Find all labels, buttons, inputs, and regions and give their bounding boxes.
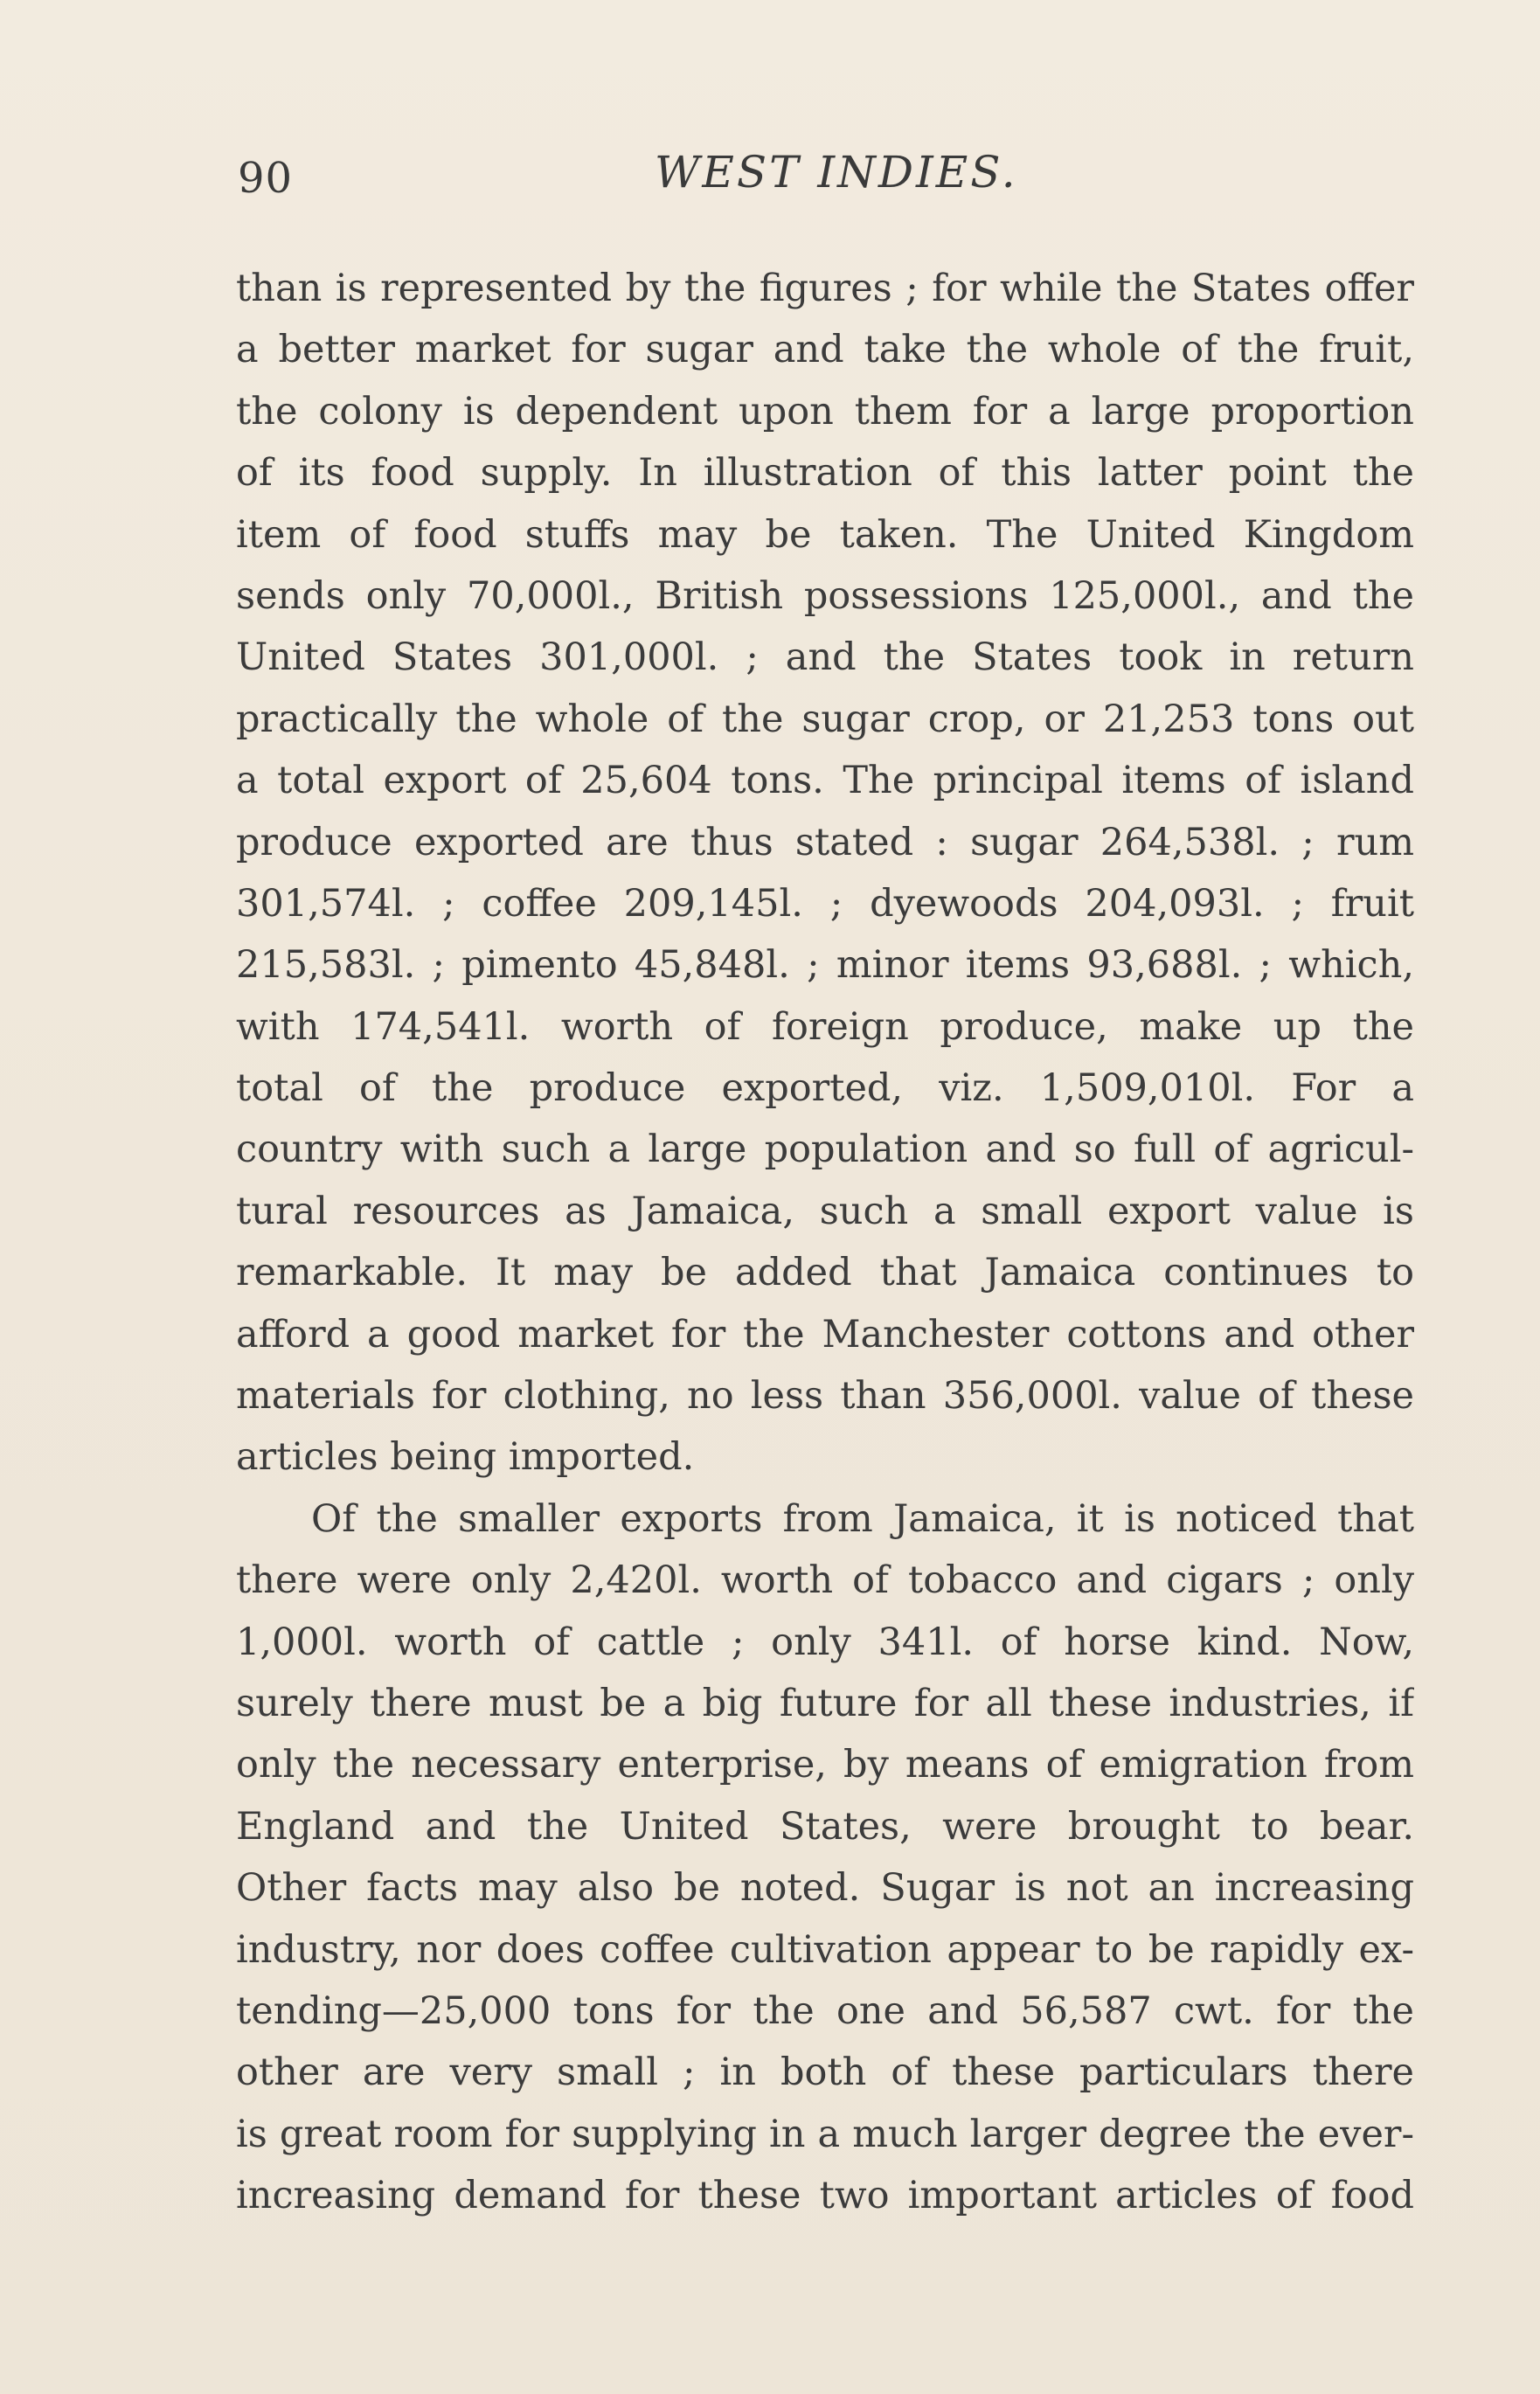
text-line: with 174,541l. worth of foreign produce, make up the bbox=[236, 1004, 1414, 1049]
text-line: United States 301,000l. ; and the States took in return bbox=[236, 635, 1414, 680]
text-line: articles being imported. bbox=[236, 1435, 695, 1480]
text-line: produce exported are thus stated : sugar 264,538l. ; rum bbox=[236, 820, 1414, 864]
text-line: Of the smaller exports from Jamaica, it is noticed that bbox=[311, 1496, 1414, 1541]
text-line: materials for clothing, no less than 356,000l. value of these bbox=[236, 1374, 1414, 1419]
text-line: a better market for sugar and take the whole of the fruit, bbox=[236, 328, 1414, 372]
paragraph-1 bbox=[236, 258, 1414, 1488]
text-line: practically the whole of the sugar crop, or 21,253 tons out bbox=[236, 697, 1414, 741]
text-line: increasing demand for these two important articles of food bbox=[236, 2174, 1414, 2218]
text-line: 215,583l. ; pimento 45,848l. ; minor items 93,688l. ; which, bbox=[236, 943, 1414, 988]
text-line: total of the produce exported, viz. 1,509,010l. For a bbox=[236, 1066, 1414, 1111]
text-line: country with such a large population and so full of agricul- bbox=[236, 1128, 1414, 1172]
text-line: than is represented by the figures ; for while the States offer bbox=[236, 267, 1414, 310]
text-line: tending—25,000 tons for the one and 56,587 cwt. for the bbox=[236, 1988, 1414, 2033]
text-line: industry, nor does coffee cultivation appear to be rapidly ex- bbox=[236, 1927, 1414, 1972]
text-line: there were only 2,420l. worth of tobacco and cigars ; only bbox=[236, 1558, 1414, 1603]
text-line: Other facts may also be noted. Sugar is not an increasing bbox=[236, 1866, 1414, 1911]
text-line: is great room for supplying in a much larger degree the ever- bbox=[236, 2112, 1414, 2156]
page-number: 90 bbox=[238, 154, 294, 203]
text-line: item of food stuffs may be taken. The United Kingdom bbox=[236, 512, 1414, 557]
text-line: surely there must be a big future for all these industries, if bbox=[236, 1681, 1414, 1725]
text-line: 1,000l. worth of cattle ; only 341l. of horse kind. Now, bbox=[236, 1620, 1414, 1664]
text-line: the colony is dependent upon them for a large proportion bbox=[236, 389, 1414, 434]
running-title: WEST INDIES. bbox=[655, 147, 1018, 198]
paragraph-2 bbox=[236, 1488, 1414, 2227]
text-line: only the necessary enterprise, by means of emigration from bbox=[236, 1743, 1414, 1787]
text-line: remarkable. It may be added that Jamaica continues to bbox=[236, 1251, 1414, 1295]
text-line: a total export of 25,604 tons. The principal items of island bbox=[236, 759, 1414, 803]
text-line: of its food supply. In illustration of this latter point the bbox=[236, 451, 1414, 496]
body-text bbox=[236, 258, 1414, 2227]
text-line: 301,574l. ; coffee 209,145l. ; dyewoods 204,093l. ; fruit bbox=[236, 881, 1414, 926]
text-line: sends only 70,000l., British possessions 125,000l., and the bbox=[236, 573, 1414, 618]
page-header bbox=[231, 147, 1419, 208]
text-line: afford a good market for the Manchester cottons and other bbox=[236, 1312, 1414, 1357]
text-line: other are very small ; in both of these particulars there bbox=[236, 2051, 1414, 2095]
text-line: England and the United States, were brought to bear. bbox=[236, 1804, 1414, 1849]
text-line: tural resources as Jamaica, such a small export value is bbox=[236, 1189, 1414, 1233]
